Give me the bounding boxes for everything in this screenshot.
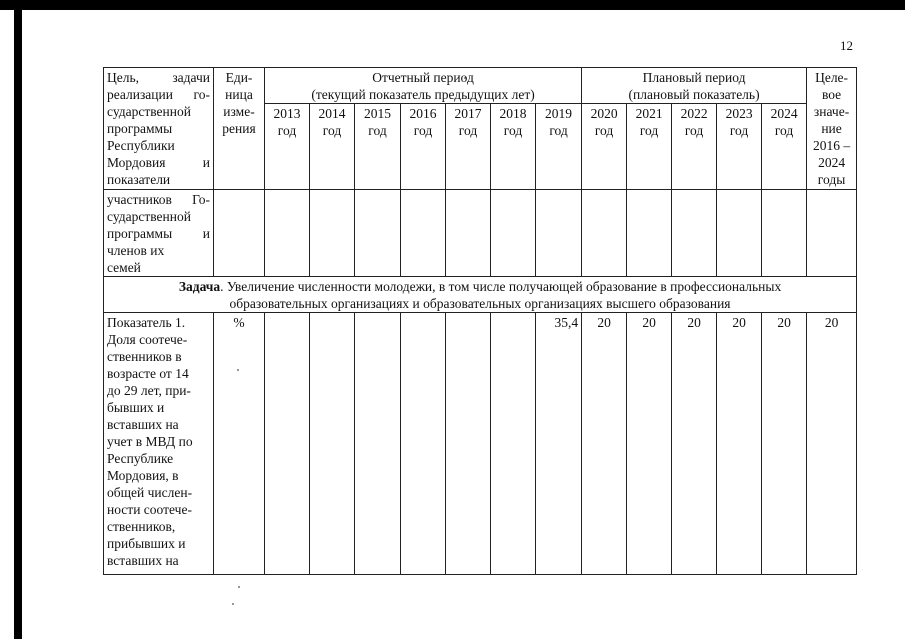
year-header-2019 (536, 104, 582, 190)
indicator-text-cell (104, 313, 214, 575)
value-2014 (310, 313, 355, 575)
planned-period-header (582, 68, 807, 104)
year-suffix: год (729, 123, 749, 138)
indicator-unit: % (214, 313, 265, 575)
year-header-2020 (582, 104, 627, 190)
continuation-line: семей (107, 260, 141, 275)
indicator-line: прибывших и (107, 536, 186, 551)
empty-cell (355, 190, 401, 277)
value-2021: 20 (627, 313, 672, 575)
value-2018 (491, 313, 536, 575)
goal-header-line: Республики (107, 138, 175, 153)
goal-header-line: программы (107, 121, 173, 136)
year-label: 2022 (680, 106, 708, 121)
indicator-line: ности соотече- (107, 502, 192, 517)
year-suffix: год (368, 123, 387, 138)
unit-header-line: ница (225, 87, 253, 102)
year-label: 2014 (318, 106, 346, 121)
year-header-2018 (491, 104, 536, 190)
task-cell (104, 277, 857, 313)
indicator-line: Республике (107, 451, 174, 466)
year-suffix: год (594, 123, 614, 138)
indicator-row (104, 313, 857, 575)
indicator-line: Мордовия, в (107, 468, 179, 483)
indicator-line: ственников в (107, 349, 182, 364)
goal-header-line: реализации го- (107, 87, 210, 102)
value-2017 (446, 313, 491, 575)
goal-header-line: Цель, задачи (107, 70, 210, 85)
year-header-2015 (355, 104, 401, 190)
indicator-line: ственников, (107, 519, 176, 534)
indicator-line: до 29 лет, при- (107, 383, 191, 398)
year-label: 2015 (364, 106, 391, 121)
empty-cell (401, 190, 446, 277)
value-2016 (401, 313, 446, 575)
continuation-line: участников Го- (107, 192, 210, 207)
year-suffix: год (413, 123, 433, 138)
reporting-period-header (265, 68, 582, 104)
goal-header-line: сударственной (107, 104, 191, 119)
empty-cell (265, 190, 310, 277)
indicator-line: вставших на (107, 417, 179, 432)
empty-cell (536, 190, 582, 277)
indicator-table (103, 67, 857, 575)
scan-speck (232, 603, 234, 605)
year-label: 2017 (454, 106, 482, 121)
empty-cell (310, 190, 355, 277)
year-header-2016 (401, 104, 446, 190)
task-line-1 (107, 278, 853, 295)
value-2024: 20 (762, 313, 807, 575)
year-label: 2023 (725, 106, 753, 121)
empty-cell (627, 190, 672, 277)
year-label: 2019 (545, 106, 573, 121)
continuation-text-cell (104, 190, 214, 277)
unit-header-line: Еди- (225, 70, 253, 85)
year-header-2017 (446, 104, 491, 190)
target-header-cell (807, 68, 857, 190)
task-label: Задача (178, 279, 221, 294)
scan-speck (238, 586, 240, 588)
year-suffix: год (684, 123, 704, 138)
target-header-line: 2024 (818, 155, 846, 170)
empty-cell (672, 190, 717, 277)
indicator-line: Показатель 1. (107, 315, 186, 330)
continuation-line: членов их (107, 243, 165, 258)
empty-cell (582, 190, 627, 277)
value-2020: 20 (582, 313, 627, 575)
year-label: 2024 (770, 106, 798, 121)
empty-cell (762, 190, 807, 277)
year-suffix: год (774, 123, 794, 138)
year-label: 2021 (635, 106, 663, 121)
scan-border-top (0, 0, 905, 10)
unit-header-line: рения (222, 121, 256, 136)
year-suffix: год (458, 123, 478, 138)
indicator-target: 20 (807, 313, 857, 575)
goal-header-cell (104, 68, 214, 190)
target-header-line: годы (817, 172, 846, 187)
value-2015 (355, 313, 401, 575)
year-header-2014 (310, 104, 355, 190)
continuation-row (104, 190, 857, 277)
empty-cell (717, 190, 762, 277)
task-row (104, 277, 857, 313)
task-line-2: образовательных организациях и образовательных организациях высшего образования (229, 296, 731, 311)
year-header-2023 (717, 104, 762, 190)
year-suffix: год (549, 123, 568, 138)
value-2019: 35,4 (536, 313, 582, 575)
year-suffix: год (277, 123, 297, 138)
target-header-line: вое (821, 87, 842, 102)
year-header-2022 (672, 104, 717, 190)
goal-header-line: Мордовия и (107, 155, 210, 170)
planned-period-subtitle: (плановый показатель) (628, 87, 760, 102)
indicator-line: возрасте от 14 (107, 366, 189, 381)
unit-header-line: изме- (223, 104, 255, 119)
continuation-line: сударственной (107, 209, 191, 224)
year-header-2013 (265, 104, 310, 190)
reporting-period-subtitle: (текущий показатель предыдущих лет) (311, 87, 535, 102)
header-row-1 (104, 68, 857, 104)
year-label: 2020 (590, 106, 618, 121)
reporting-period-title: Отчетный период (372, 70, 474, 85)
indicator-line: учет в МВД по (107, 434, 193, 449)
target-header-line: ние (821, 121, 842, 136)
year-label: 2016 (409, 106, 437, 121)
indicator-line: Доля соотече- (107, 332, 188, 347)
task-text: . Увеличение численности молодежи, в том числе получающей образование в профессиональных (220, 279, 782, 294)
indicator-line: бывших и (107, 400, 165, 415)
page-number: 12 (840, 38, 853, 53)
value-2013 (265, 313, 310, 575)
target-header-line: 2016 – (813, 138, 851, 153)
empty-cell (807, 190, 857, 277)
planned-period-title: Плановый период (642, 70, 746, 85)
value-2022: 20 (672, 313, 717, 575)
scan-border-left (14, 0, 22, 639)
continuation-line: программы и (107, 226, 210, 241)
year-label: 2013 (273, 106, 301, 121)
indicator-line: общей числен- (107, 485, 193, 500)
unit-header-cell (214, 68, 265, 190)
year-suffix: год (503, 123, 523, 138)
target-header-line: Целе- (815, 70, 849, 85)
year-suffix: год (639, 123, 659, 138)
target-header-line: значе- (813, 104, 850, 119)
year-header-2021 (627, 104, 672, 190)
goal-header-line: показатели (107, 172, 171, 187)
indicator-line: вставших на (107, 553, 179, 568)
empty-cell (446, 190, 491, 277)
year-suffix: год (322, 123, 342, 138)
value-2023: 20 (717, 313, 762, 575)
year-label: 2018 (499, 106, 527, 121)
year-header-2024 (762, 104, 807, 190)
empty-cell (491, 190, 536, 277)
empty-cell (214, 190, 265, 277)
